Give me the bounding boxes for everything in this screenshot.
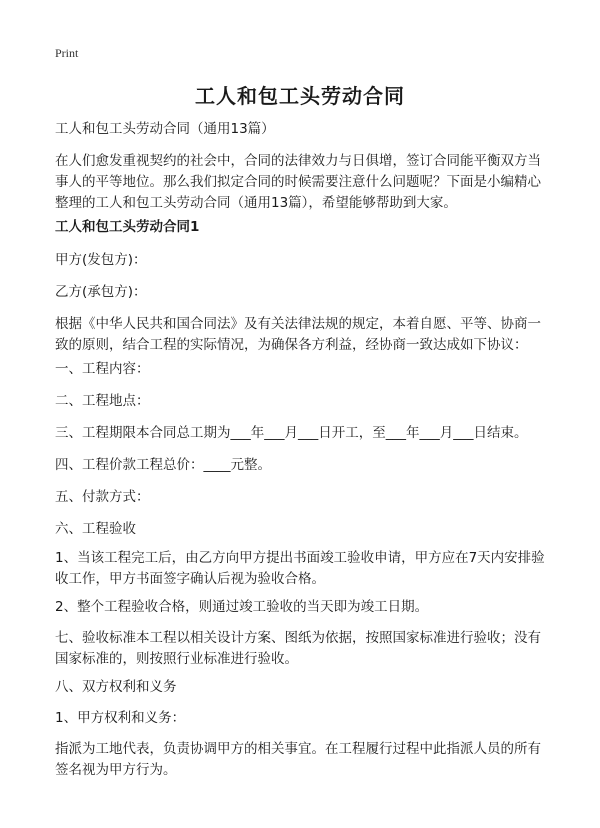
acceptance-1-line-2: 收工作，甲方书面签字确认后视为验收合格。 xyxy=(55,571,325,587)
print-link[interactable]: Print xyxy=(55,46,79,60)
clause-3: 三、工程期限本合同总工期为___年___月___日开工，至___年___月___日结束。 xyxy=(55,425,528,441)
rights-a-heading: 1、甲方权利和义务： xyxy=(55,710,186,726)
acceptance-1-line-1: 1、当该工程完工后，由乙方向甲方提出书面竣工验收申请，甲方应在7天内安排验 xyxy=(55,550,545,566)
clause-8: 八、双方权利和义务 xyxy=(55,679,177,695)
intro-line-2: 事人的平等地位。那么我们拟定合同的时候需要注意什么问题呢？下面是小编精心 xyxy=(55,174,541,190)
intro-line-3: 整理的工人和包工头劳动合同（通用13篇），希望能够帮助到大家。 xyxy=(55,195,457,211)
clause-4: 四、工程价款工程总价：____元整。 xyxy=(55,457,271,473)
basis-line-2: 致的原则，结合工程的实际情况，为确保各方利益，经协商一致达成如下协议： xyxy=(55,337,528,353)
clause-2: 二、工程地点： xyxy=(55,393,150,409)
document-subtitle: 工人和包工头劳动合同（通用13篇） xyxy=(55,121,275,137)
clause-5: 五、付款方式： xyxy=(55,489,150,505)
party-a-line: 甲方(发包方)： xyxy=(55,252,147,268)
acceptance-2: 2、整个工程验收合格，则通过竣工验收的当天即为竣工日期。 xyxy=(55,599,429,615)
clause-7-line-2: 国家标准的，则按照行业标准进行验收。 xyxy=(55,651,298,667)
section-heading: 工人和包工头劳动合同1 xyxy=(55,219,200,235)
basis-line-1: 根据《中华人民共和国合同法》及有关法律法规的规定，本着自愿、平等、协商一 xyxy=(55,316,541,332)
rights-a-line-2: 签名视为甲方行为。 xyxy=(55,762,177,778)
clause-7-line-1: 七、验收标准本工程以相关设计方案、图纸为依据，按照国家标准进行验收；没有 xyxy=(55,630,541,646)
intro-line-1: 在人们愈发重视契约的社会中，合同的法律效力与日俱增，签订合同能平衡双方当 xyxy=(55,153,541,169)
document-title: 工人和包工头劳动合同 xyxy=(195,84,405,108)
rights-a-line-1: 指派为工地代表，负责协调甲方的相关事宜。在工程履行过程中此指派人员的所有 xyxy=(55,741,541,757)
clause-1: 一、工程内容： xyxy=(55,361,150,377)
party-b-line: 乙方(承包方)： xyxy=(55,284,147,300)
clause-6: 六、工程验收 xyxy=(55,521,136,537)
